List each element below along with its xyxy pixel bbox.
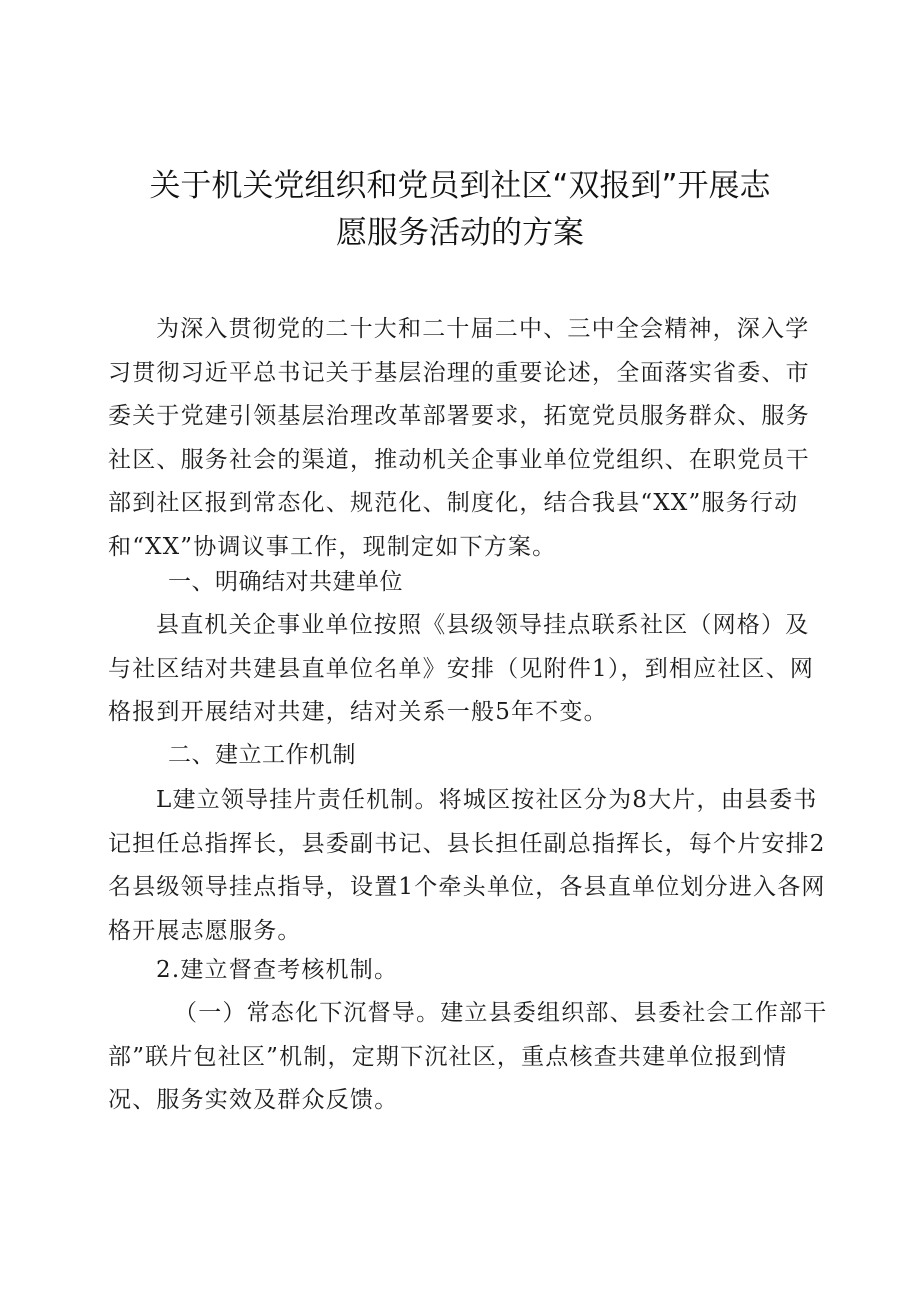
document-title — [120, 163, 800, 257]
section-2-item-2: 2.建立督查考核机制。 — [156, 957, 399, 983]
section-2-item-1: L建立领导挂片责任机制。将城区按社区分为8大片，由县委书记担任总指挥长，县委副书记、县长担任副总指挥长，每个片安排2名县级领导挂点指导，设置1个牵头单位，各县直单位划分进入各网格开展志愿服务。 — [108, 787, 826, 944]
intro-paragraph: 为深入贯彻党的二十大和二十届二中、三中全会精神，深入学习贯彻习近平总书记关于基层治理的重要论述，全面落实省委、市委关于党建引领基层治理改革部署要求，拓宽党员服务群众、服务社区、服务社会的渠道，推动机关企事业单位党组织、在职党员干部到社区报到常态化、规范化、制度化，结合我县“XX”服务行动和“XX”协调议事工作，现制定如下方案。 — [108, 316, 810, 560]
title-line-2: 愿服务活动的方案 — [336, 215, 584, 251]
section-2-item-2-sub-1: （一）常态化下沉督导。建立县委组织部、县委社会工作部干部”联片包社区”机制，定期下沉社区，重点核查共建单位报到情况、服务实效及群众反馈。 — [108, 1000, 828, 1113]
title-line-1: 关于机关党组织和党员到社区“双报到”开展志 — [149, 168, 771, 204]
section-1-heading: 一、明确结对共建单位 — [168, 569, 403, 595]
section-1-paragraph: 县直机关企事业单位按照《县级领导挂点联系社区（网格）及与社区结对共建县直单位名单》安排（见附件1），到相应社区、网格报到开展结对共建，结对关系一般5年不变。 — [108, 612, 815, 725]
section-2-heading: 二、建立工作机制 — [168, 742, 356, 768]
